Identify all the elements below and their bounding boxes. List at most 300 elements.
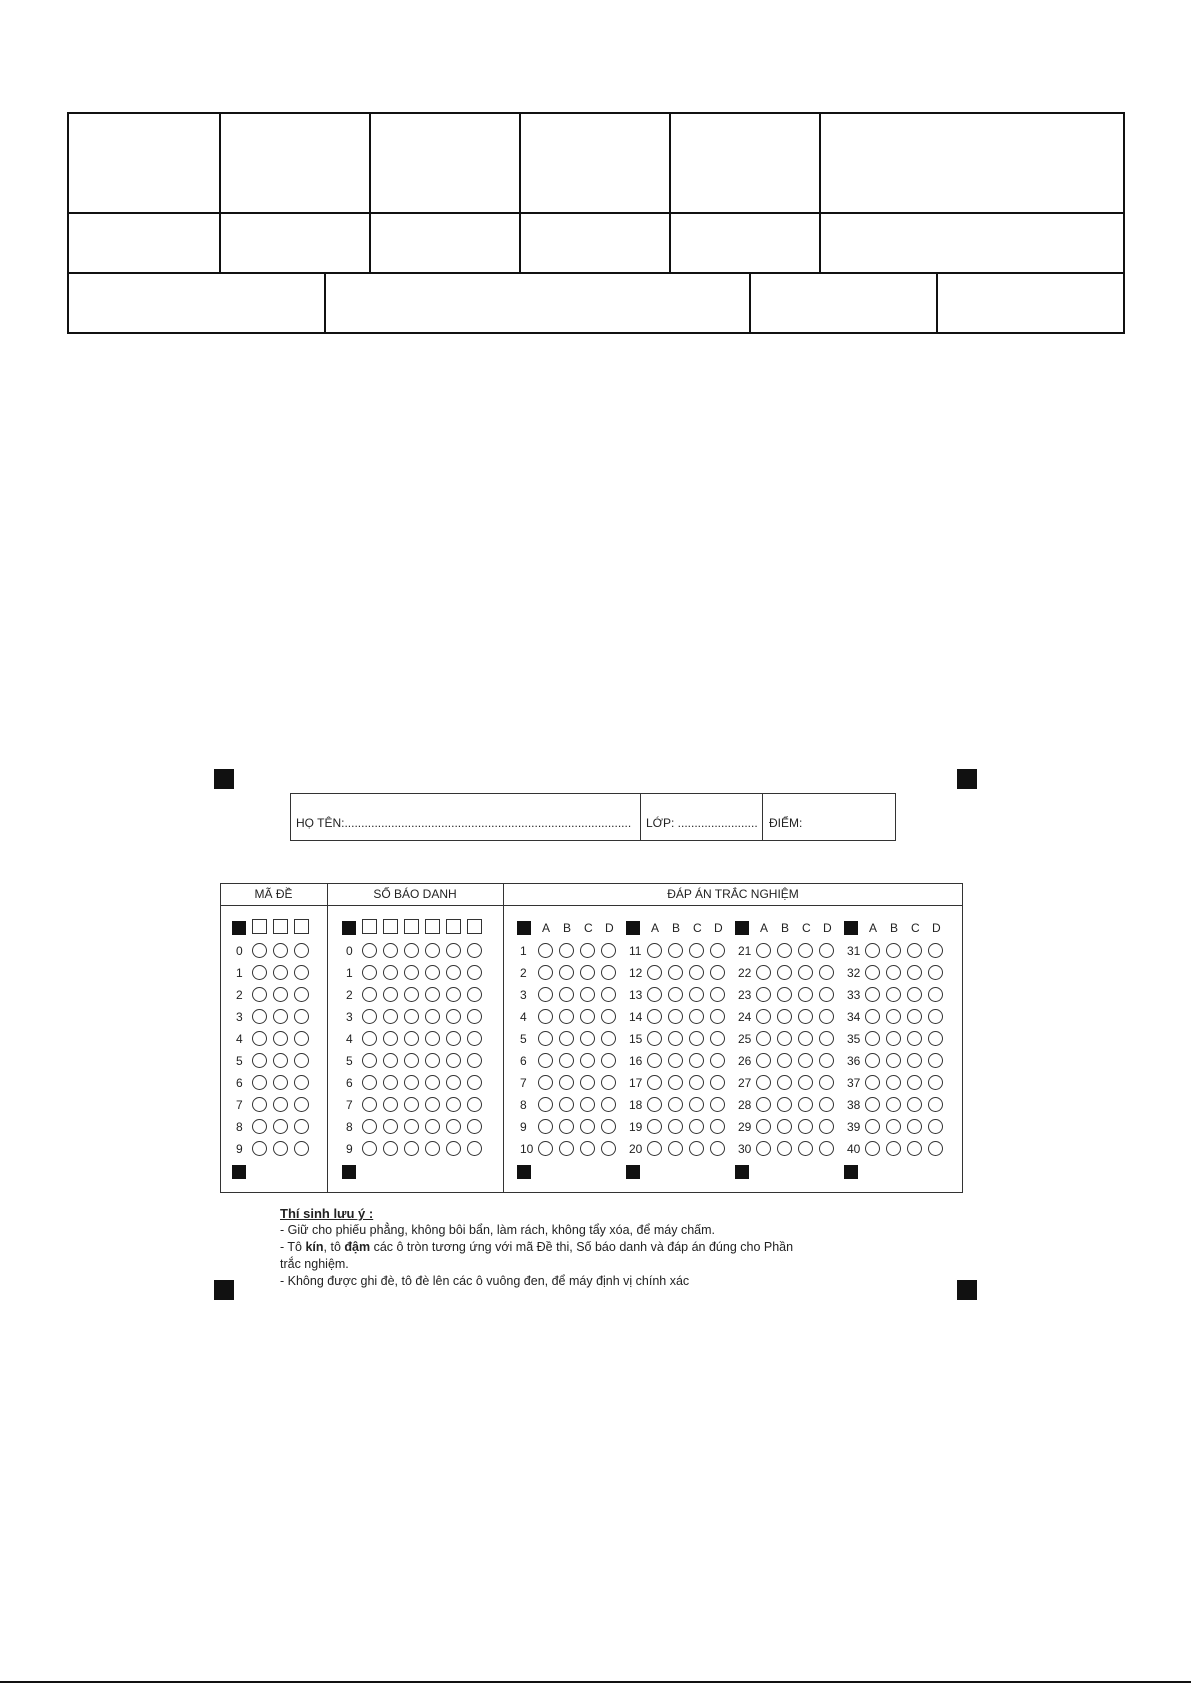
answer-bubble[interactable]	[886, 943, 901, 958]
sbd-bubble[interactable]	[467, 1031, 482, 1046]
ma-de-bubble[interactable]	[273, 1009, 288, 1024]
answer-bubble[interactable]	[819, 1031, 834, 1046]
answer-bubble[interactable]	[819, 965, 834, 980]
answer-bubble[interactable]	[798, 1141, 813, 1156]
answer-bubble[interactable]	[689, 1031, 704, 1046]
answer-bubble[interactable]	[798, 1031, 813, 1046]
answer-bubble[interactable]	[559, 965, 574, 980]
answer-bubble[interactable]	[865, 1009, 880, 1024]
answer-bubble[interactable]	[647, 1119, 662, 1134]
corner-marker-bottom-left	[214, 1280, 234, 1300]
notes-line-2-part: - Tô	[280, 1240, 306, 1254]
answer-bubble[interactable]	[668, 987, 683, 1002]
answer-bubble[interactable]	[710, 1097, 725, 1112]
answer-bubble[interactable]	[928, 965, 943, 980]
answer-bubble[interactable]	[886, 1119, 901, 1134]
answer-bubble[interactable]	[601, 1009, 616, 1024]
answer-bubble[interactable]	[580, 1053, 595, 1068]
answer-bubble[interactable]	[538, 1141, 553, 1156]
answer-bubble[interactable]	[668, 1053, 683, 1068]
ma-de-bubble[interactable]	[273, 1097, 288, 1112]
ma-de-bubble[interactable]	[252, 1119, 267, 1134]
question-number: 26	[738, 1054, 752, 1068]
sbd-bubble[interactable]	[467, 965, 482, 980]
answer-bubble[interactable]	[710, 1119, 725, 1134]
sbd-bubble[interactable]	[467, 1009, 482, 1024]
answer-bubble[interactable]	[819, 1009, 834, 1024]
info-divider	[640, 793, 641, 841]
answer-bubble[interactable]	[668, 1097, 683, 1112]
sbd-digit-label: 0	[346, 944, 353, 958]
answer-bubble[interactable]	[777, 1119, 792, 1134]
answer-bubble[interactable]	[580, 987, 595, 1002]
answer-bubble[interactable]	[907, 1053, 922, 1068]
answer-bubble[interactable]	[689, 1009, 704, 1024]
answer-bubble[interactable]	[647, 965, 662, 980]
answer-bubble[interactable]	[756, 1053, 771, 1068]
answer-bubble[interactable]	[601, 943, 616, 958]
ma-de-bubble[interactable]	[252, 943, 267, 958]
answer-bubble[interactable]	[538, 1031, 553, 1046]
answer-bubble[interactable]	[647, 943, 662, 958]
answer-bubble[interactable]	[907, 1141, 922, 1156]
answer-bubble[interactable]	[668, 1009, 683, 1024]
answer-bubble[interactable]	[777, 1097, 792, 1112]
question-number: 12	[629, 966, 643, 980]
ma-de-bubble[interactable]	[252, 965, 267, 980]
answer-bubble[interactable]	[647, 1097, 662, 1112]
sbd-bubble[interactable]	[425, 1031, 440, 1046]
ma-de-bubble[interactable]	[273, 965, 288, 980]
sbd-bubble[interactable]	[425, 943, 440, 958]
question-number: 40	[847, 1142, 861, 1156]
answer-bubble[interactable]	[756, 1009, 771, 1024]
ma-de-bubble[interactable]	[294, 1119, 309, 1134]
answer-bubble[interactable]	[668, 1031, 683, 1046]
sbd-bubble[interactable]	[467, 1119, 482, 1134]
answer-bubble[interactable]	[559, 1141, 574, 1156]
sbd-bubble[interactable]	[383, 1097, 398, 1112]
answer-bubble[interactable]	[819, 943, 834, 958]
answer-bubble[interactable]	[777, 1009, 792, 1024]
question-number: 24	[738, 1010, 752, 1024]
answer-bubble[interactable]	[798, 1119, 813, 1134]
answer-bubble[interactable]	[710, 1009, 725, 1024]
ma-de-write-box[interactable]	[294, 919, 309, 934]
sbd-bubble[interactable]	[383, 1009, 398, 1024]
answer-bubble[interactable]	[907, 965, 922, 980]
answer-bubble[interactable]	[601, 1119, 616, 1134]
ma-de-bubble[interactable]	[252, 1075, 267, 1090]
ma-de-bubble[interactable]	[294, 1141, 309, 1156]
answer-bubble[interactable]	[601, 1075, 616, 1090]
choice-header-label: D	[714, 921, 723, 935]
ma-de-bubble[interactable]	[294, 965, 309, 980]
sbd-bubble[interactable]	[362, 1075, 377, 1090]
answer-bubble[interactable]	[798, 1009, 813, 1024]
sbd-bubble[interactable]	[362, 1009, 377, 1024]
answer-bubble[interactable]	[777, 965, 792, 980]
answer-bubble[interactable]	[907, 1119, 922, 1134]
sbd-write-box[interactable]	[383, 919, 398, 934]
answer-bubble[interactable]	[907, 987, 922, 1002]
sbd-bubble[interactable]	[404, 987, 419, 1002]
ma-de-bubble[interactable]	[273, 1119, 288, 1134]
answer-bubble[interactable]	[865, 1119, 880, 1134]
ma-de-bubble[interactable]	[252, 1097, 267, 1112]
sbd-write-box[interactable]	[404, 919, 419, 934]
sbd-bubble[interactable]	[425, 1075, 440, 1090]
answer-bubble[interactable]	[819, 1053, 834, 1068]
timing-mark	[232, 1165, 246, 1179]
answer-bubble[interactable]	[559, 1075, 574, 1090]
answer-bubble[interactable]	[689, 1053, 704, 1068]
class-field[interactable]	[646, 816, 758, 830]
answer-bubble[interactable]	[559, 1119, 574, 1134]
answer-bubble[interactable]	[580, 1097, 595, 1112]
answer-bubble[interactable]	[865, 1053, 880, 1068]
answer-bubble[interactable]	[538, 1053, 553, 1068]
answer-bubble[interactable]	[928, 1075, 943, 1090]
answer-bubble[interactable]	[689, 1097, 704, 1112]
sbd-bubble[interactable]	[383, 1031, 398, 1046]
answer-bubble[interactable]	[580, 1075, 595, 1090]
sbd-bubble[interactable]	[425, 1009, 440, 1024]
answer-bubble[interactable]	[798, 965, 813, 980]
answer-bubble[interactable]	[907, 943, 922, 958]
answer-bubble[interactable]	[710, 987, 725, 1002]
sbd-bubble[interactable]	[362, 1141, 377, 1156]
sbd-bubble[interactable]	[383, 1053, 398, 1068]
choice-header-label: B	[890, 921, 899, 935]
sbd-bubble[interactable]	[467, 1141, 482, 1156]
sbd-bubble[interactable]	[362, 1053, 377, 1068]
sbd-bubble[interactable]	[446, 1119, 461, 1134]
sbd-bubble[interactable]	[446, 943, 461, 958]
answer-bubble[interactable]	[907, 1031, 922, 1046]
answer-bubble[interactable]	[907, 1009, 922, 1024]
ma-de-digit-label: 1	[236, 966, 243, 980]
ma-de-write-box[interactable]	[273, 919, 288, 934]
sbd-bubble[interactable]	[404, 1053, 419, 1068]
answer-bubble[interactable]	[689, 1075, 704, 1090]
answer-bubble[interactable]	[886, 987, 901, 1002]
ma-de-bubble[interactable]	[252, 1009, 267, 1024]
question-number: 31	[847, 944, 861, 958]
ma-de-bubble[interactable]	[273, 987, 288, 1002]
sbd-bubble[interactable]	[404, 965, 419, 980]
answer-bubble[interactable]	[777, 1141, 792, 1156]
sbd-bubble[interactable]	[446, 1075, 461, 1090]
answer-bubble[interactable]	[668, 965, 683, 980]
sbd-bubble[interactable]	[425, 987, 440, 1002]
answer-bubble[interactable]	[601, 1053, 616, 1068]
answer-bubble[interactable]	[756, 1031, 771, 1046]
question-number: 18	[629, 1098, 643, 1112]
answer-bubble[interactable]	[756, 1075, 771, 1090]
answer-bubble[interactable]	[668, 1141, 683, 1156]
answer-bubble[interactable]	[777, 987, 792, 1002]
answer-bubble[interactable]	[819, 1119, 834, 1134]
question-number: 36	[847, 1054, 861, 1068]
ma-de-bubble[interactable]	[294, 1009, 309, 1024]
sbd-bubble[interactable]	[383, 965, 398, 980]
so-bao-danh-header: SỐ BÁO DANH	[373, 887, 457, 901]
sbd-bubble[interactable]	[383, 1119, 398, 1134]
answer-bubble[interactable]	[559, 1031, 574, 1046]
answer-bubble[interactable]	[756, 1141, 771, 1156]
answer-bubble[interactable]	[580, 1009, 595, 1024]
sbd-bubble[interactable]	[383, 943, 398, 958]
answer-bubble[interactable]	[538, 943, 553, 958]
ma-de-bubble[interactable]	[294, 943, 309, 958]
sbd-bubble[interactable]	[467, 1097, 482, 1112]
answer-bubble[interactable]	[798, 1075, 813, 1090]
notes-line-2-part: các ô tròn tương ứng với mã Đề thi, Số báo danh và đáp án đúng cho Phần	[370, 1240, 794, 1254]
ma-de-bubble[interactable]	[273, 1053, 288, 1068]
question-number: 20	[629, 1142, 643, 1156]
answer-bubble[interactable]	[601, 965, 616, 980]
answer-bubble[interactable]	[886, 1009, 901, 1024]
sbd-bubble[interactable]	[425, 1141, 440, 1156]
answer-bubble[interactable]	[886, 1075, 901, 1090]
sbd-bubble[interactable]	[425, 1119, 440, 1134]
question-number: 19	[629, 1120, 643, 1134]
answer-bubble[interactable]	[907, 1075, 922, 1090]
sbd-digit-label: 8	[346, 1120, 353, 1134]
sbd-bubble[interactable]	[425, 1097, 440, 1112]
sbd-bubble[interactable]	[446, 1141, 461, 1156]
ma-de-digit-label: 5	[236, 1054, 243, 1068]
answer-bubble[interactable]	[928, 1053, 943, 1068]
answer-bubble[interactable]	[928, 943, 943, 958]
answer-bubble[interactable]	[668, 1075, 683, 1090]
answer-bubble[interactable]	[538, 1097, 553, 1112]
sbd-bubble[interactable]	[446, 1053, 461, 1068]
answer-bubble[interactable]	[777, 1031, 792, 1046]
section-divider	[327, 883, 328, 1193]
answer-bubble[interactable]	[559, 987, 574, 1002]
sbd-bubble[interactable]	[383, 987, 398, 1002]
answer-bubble[interactable]	[538, 1075, 553, 1090]
answer-bubble[interactable]	[928, 1031, 943, 1046]
answer-bubble[interactable]	[777, 1053, 792, 1068]
sbd-bubble[interactable]	[362, 1031, 377, 1046]
answer-bubble[interactable]	[580, 965, 595, 980]
answer-bubble[interactable]	[689, 965, 704, 980]
sbd-bubble[interactable]	[404, 1009, 419, 1024]
answer-bubble[interactable]	[819, 987, 834, 1002]
sbd-bubble[interactable]	[467, 1075, 482, 1090]
answer-bubble[interactable]	[865, 987, 880, 1002]
sbd-bubble[interactable]	[383, 1075, 398, 1090]
answer-bubble[interactable]	[865, 1075, 880, 1090]
answer-bubble[interactable]	[865, 1097, 880, 1112]
answer-bubble[interactable]	[559, 943, 574, 958]
answer-bubble[interactable]	[647, 1031, 662, 1046]
question-number: 4	[520, 1010, 527, 1024]
sbd-write-box[interactable]	[467, 919, 482, 934]
answer-bubble[interactable]	[647, 1009, 662, 1024]
answer-bubble[interactable]	[601, 1141, 616, 1156]
name-field[interactable]	[296, 816, 631, 830]
answer-bubble[interactable]	[689, 987, 704, 1002]
sbd-write-box[interactable]	[446, 919, 461, 934]
answer-bubble[interactable]	[689, 1119, 704, 1134]
answer-bubble[interactable]	[886, 1097, 901, 1112]
answer-bubble[interactable]	[928, 1141, 943, 1156]
sbd-bubble[interactable]	[467, 943, 482, 958]
answer-bubble[interactable]	[798, 987, 813, 1002]
ma-de-bubble[interactable]	[273, 1031, 288, 1046]
sbd-bubble[interactable]	[446, 965, 461, 980]
answer-bubble[interactable]	[647, 987, 662, 1002]
ma-de-bubble[interactable]	[294, 987, 309, 1002]
ma-de-bubble[interactable]	[294, 1097, 309, 1112]
score-field[interactable]	[769, 816, 802, 830]
sbd-bubble[interactable]	[404, 1097, 419, 1112]
answer-bubble[interactable]	[777, 943, 792, 958]
ma-de-write-box[interactable]	[252, 919, 267, 934]
answer-bubble[interactable]	[559, 1009, 574, 1024]
sbd-bubble[interactable]	[362, 1097, 377, 1112]
answer-bubble[interactable]	[798, 1053, 813, 1068]
timing-mark	[517, 921, 531, 935]
answer-bubble[interactable]	[886, 965, 901, 980]
answer-bubble[interactable]	[601, 1031, 616, 1046]
answer-bubble[interactable]	[647, 1075, 662, 1090]
question-number: 25	[738, 1032, 752, 1046]
answer-bubble[interactable]	[647, 1053, 662, 1068]
answer-bubble[interactable]	[538, 987, 553, 1002]
sbd-bubble[interactable]	[404, 1119, 419, 1134]
ma-de-bubble[interactable]	[273, 943, 288, 958]
answer-bubble[interactable]	[798, 943, 813, 958]
answer-bubble[interactable]	[559, 1053, 574, 1068]
answer-bubble[interactable]	[668, 1119, 683, 1134]
ma-de-bubble[interactable]	[252, 1141, 267, 1156]
answer-bubble[interactable]	[798, 1097, 813, 1112]
sbd-bubble[interactable]	[425, 965, 440, 980]
answer-bubble[interactable]	[819, 1097, 834, 1112]
answer-bubble[interactable]	[580, 943, 595, 958]
answer-bubble[interactable]	[865, 965, 880, 980]
ma-de-bubble[interactable]	[294, 1053, 309, 1068]
answer-bubble[interactable]	[710, 1075, 725, 1090]
ma-de-bubble[interactable]	[273, 1075, 288, 1090]
answer-bubble[interactable]	[538, 1009, 553, 1024]
answer-bubble[interactable]	[710, 965, 725, 980]
answer-bubble[interactable]	[756, 1119, 771, 1134]
answer-bubble[interactable]	[580, 1031, 595, 1046]
question-number: 13	[629, 988, 643, 1002]
question-number: 8	[520, 1098, 527, 1112]
sbd-write-box[interactable]	[362, 919, 377, 934]
sbd-bubble[interactable]	[404, 1141, 419, 1156]
sbd-bubble[interactable]	[467, 1053, 482, 1068]
sbd-bubble[interactable]	[362, 1119, 377, 1134]
answer-bubble[interactable]	[710, 1053, 725, 1068]
answer-bubble[interactable]	[647, 1141, 662, 1156]
ma-de-bubble[interactable]	[273, 1141, 288, 1156]
answer-bubble[interactable]	[756, 1097, 771, 1112]
sbd-bubble[interactable]	[446, 1097, 461, 1112]
section-divider	[503, 883, 504, 1193]
answer-bubble[interactable]	[689, 943, 704, 958]
sbd-write-box[interactable]	[425, 919, 440, 934]
sbd-bubble[interactable]	[404, 1031, 419, 1046]
score-label: ĐIỂM:	[769, 816, 803, 830]
ma-de-bubble[interactable]	[252, 987, 267, 1002]
answer-bubble[interactable]	[865, 943, 880, 958]
answer-bubble[interactable]	[601, 1097, 616, 1112]
choice-header-label: A	[869, 921, 878, 935]
sbd-digit-label: 6	[346, 1076, 353, 1090]
answer-bubble[interactable]	[710, 943, 725, 958]
question-number: 5	[520, 1032, 527, 1046]
answer-bubble[interactable]	[756, 943, 771, 958]
answer-bubble[interactable]	[819, 1075, 834, 1090]
answer-bubble[interactable]	[865, 1141, 880, 1156]
answer-bubble[interactable]	[928, 1009, 943, 1024]
answer-bubble[interactable]	[928, 987, 943, 1002]
question-number: 9	[520, 1120, 527, 1134]
sbd-bubble[interactable]	[404, 1075, 419, 1090]
timing-mark	[232, 921, 246, 935]
sbd-bubble[interactable]	[467, 987, 482, 1002]
answer-bubble[interactable]	[710, 1141, 725, 1156]
sbd-bubble[interactable]	[446, 987, 461, 1002]
answer-bubble[interactable]	[689, 1141, 704, 1156]
ma-de-bubble[interactable]	[294, 1075, 309, 1090]
answer-bubble[interactable]	[865, 1031, 880, 1046]
question-number: 32	[847, 966, 861, 980]
sbd-bubble[interactable]	[404, 943, 419, 958]
answer-bubble[interactable]	[580, 1141, 595, 1156]
sbd-bubble[interactable]	[362, 943, 377, 958]
answer-bubble[interactable]	[886, 1031, 901, 1046]
answer-bubble[interactable]	[538, 965, 553, 980]
sbd-bubble[interactable]	[446, 1009, 461, 1024]
answer-bubble[interactable]	[601, 987, 616, 1002]
sbd-bubble[interactable]	[425, 1053, 440, 1068]
candidate-notes	[280, 1205, 880, 1290]
sbd-bubble[interactable]	[362, 965, 377, 980]
ma-de-bubble[interactable]	[294, 1031, 309, 1046]
answer-bubble[interactable]	[668, 943, 683, 958]
choice-header-label: D	[605, 921, 614, 935]
sbd-bubble[interactable]	[446, 1031, 461, 1046]
answer-bubble[interactable]	[819, 1141, 834, 1156]
answer-bubble[interactable]	[886, 1053, 901, 1068]
answer-bubble[interactable]	[538, 1119, 553, 1134]
answer-bubble[interactable]	[777, 1075, 792, 1090]
answer-bubble[interactable]	[928, 1097, 943, 1112]
ma-de-bubble[interactable]	[252, 1053, 267, 1068]
notes-line-2-bold: kín	[305, 1240, 324, 1254]
sbd-bubble[interactable]	[362, 987, 377, 1002]
answer-bubble[interactable]	[710, 1031, 725, 1046]
answer-bubble[interactable]	[928, 1119, 943, 1134]
answer-bubble[interactable]	[756, 965, 771, 980]
ma-de-bubble[interactable]	[252, 1031, 267, 1046]
answer-bubble[interactable]	[886, 1141, 901, 1156]
answer-bubble[interactable]	[756, 987, 771, 1002]
answer-bubble[interactable]	[580, 1119, 595, 1134]
answer-bubble[interactable]	[907, 1097, 922, 1112]
answer-bubble[interactable]	[559, 1097, 574, 1112]
sbd-bubble[interactable]	[383, 1141, 398, 1156]
